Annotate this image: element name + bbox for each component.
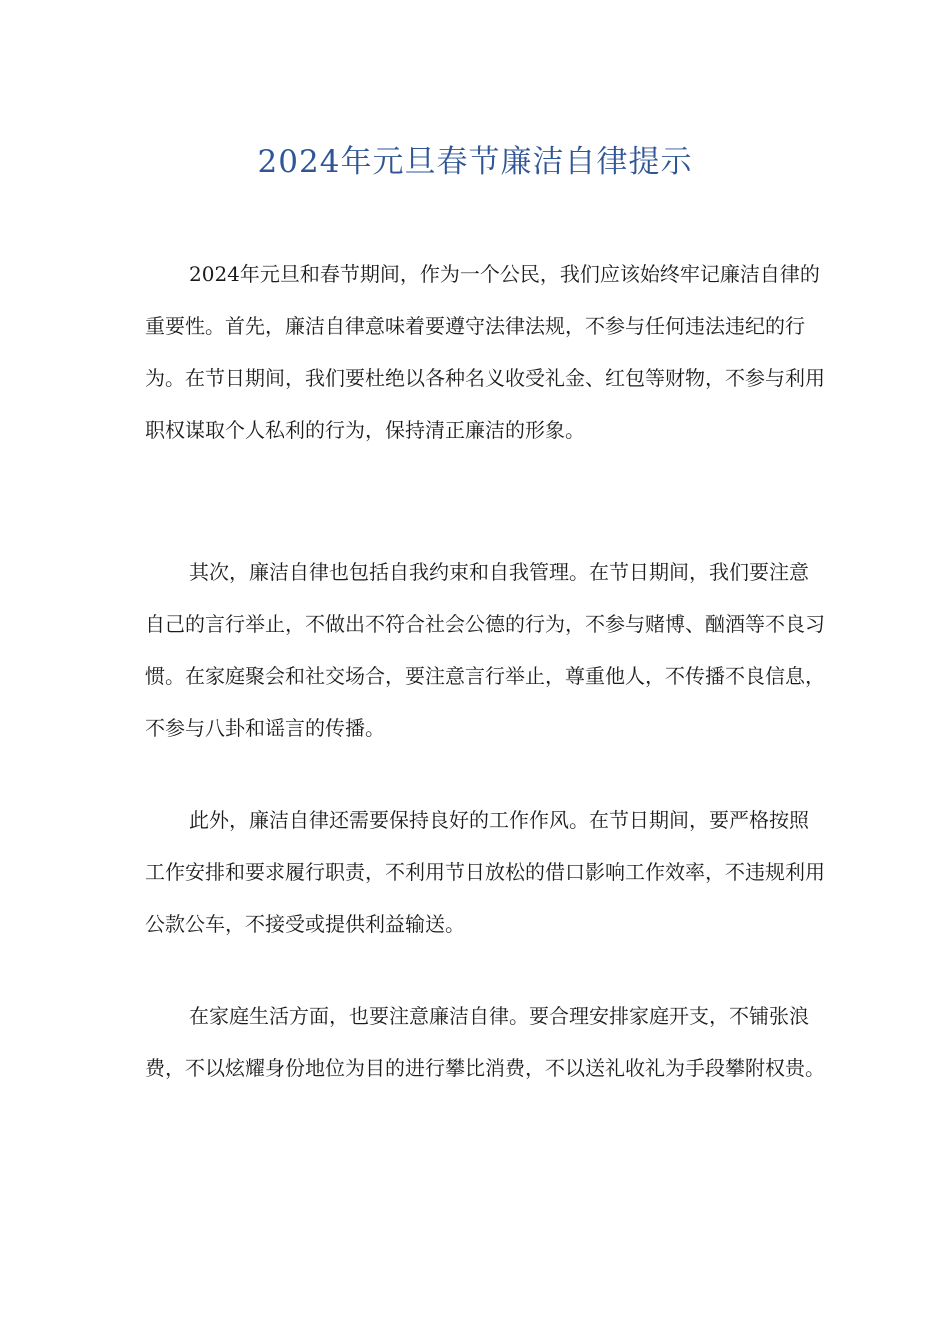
paragraph-2: 其次，廉洁自律也包括自我约束和自我管理。在节日期间，我们要注意自己的言行举止，不做出不符合社会公德的行为，不参与赌博、酗酒等不良习惯。在家庭聚会和社交场合，要注意言行举止，尊重他人，不传播不良信息，不参与八卦和谣言的传播。 [145,560,825,740]
paragraph-4: 在家庭生活方面，也要注意廉洁自律。要合理安排家庭开支，不铺张浪费，不以炫耀身份地位为目的进行攀比消费，不以送礼收礼为手段攀附权贵。 [145,1004,825,1080]
paragraph-3: 此外，廉洁自律还需要保持良好的工作作风。在节日期间，要严格按照工作安排和要求履行职责，不利用节日放松的借口影响工作效率，不违规利用公款公车，不接受或提供利益输送。 [145,808,825,936]
page-title: 2024年元旦春节廉洁自律提示 [257,144,693,180]
paragraph-1: 2024年元旦和春节期间，作为一个公民，我们应该始终牢记廉洁自律的重要性。首先，廉洁自律意味着要遵守法律法规，不参与任何违法违纪的行为。在节日期间，我们要杜绝以各种名义收受礼金、红包等财物，不参与利用职权谋取个人私利的行为，保持清正廉洁的形象。 [145,262,825,442]
